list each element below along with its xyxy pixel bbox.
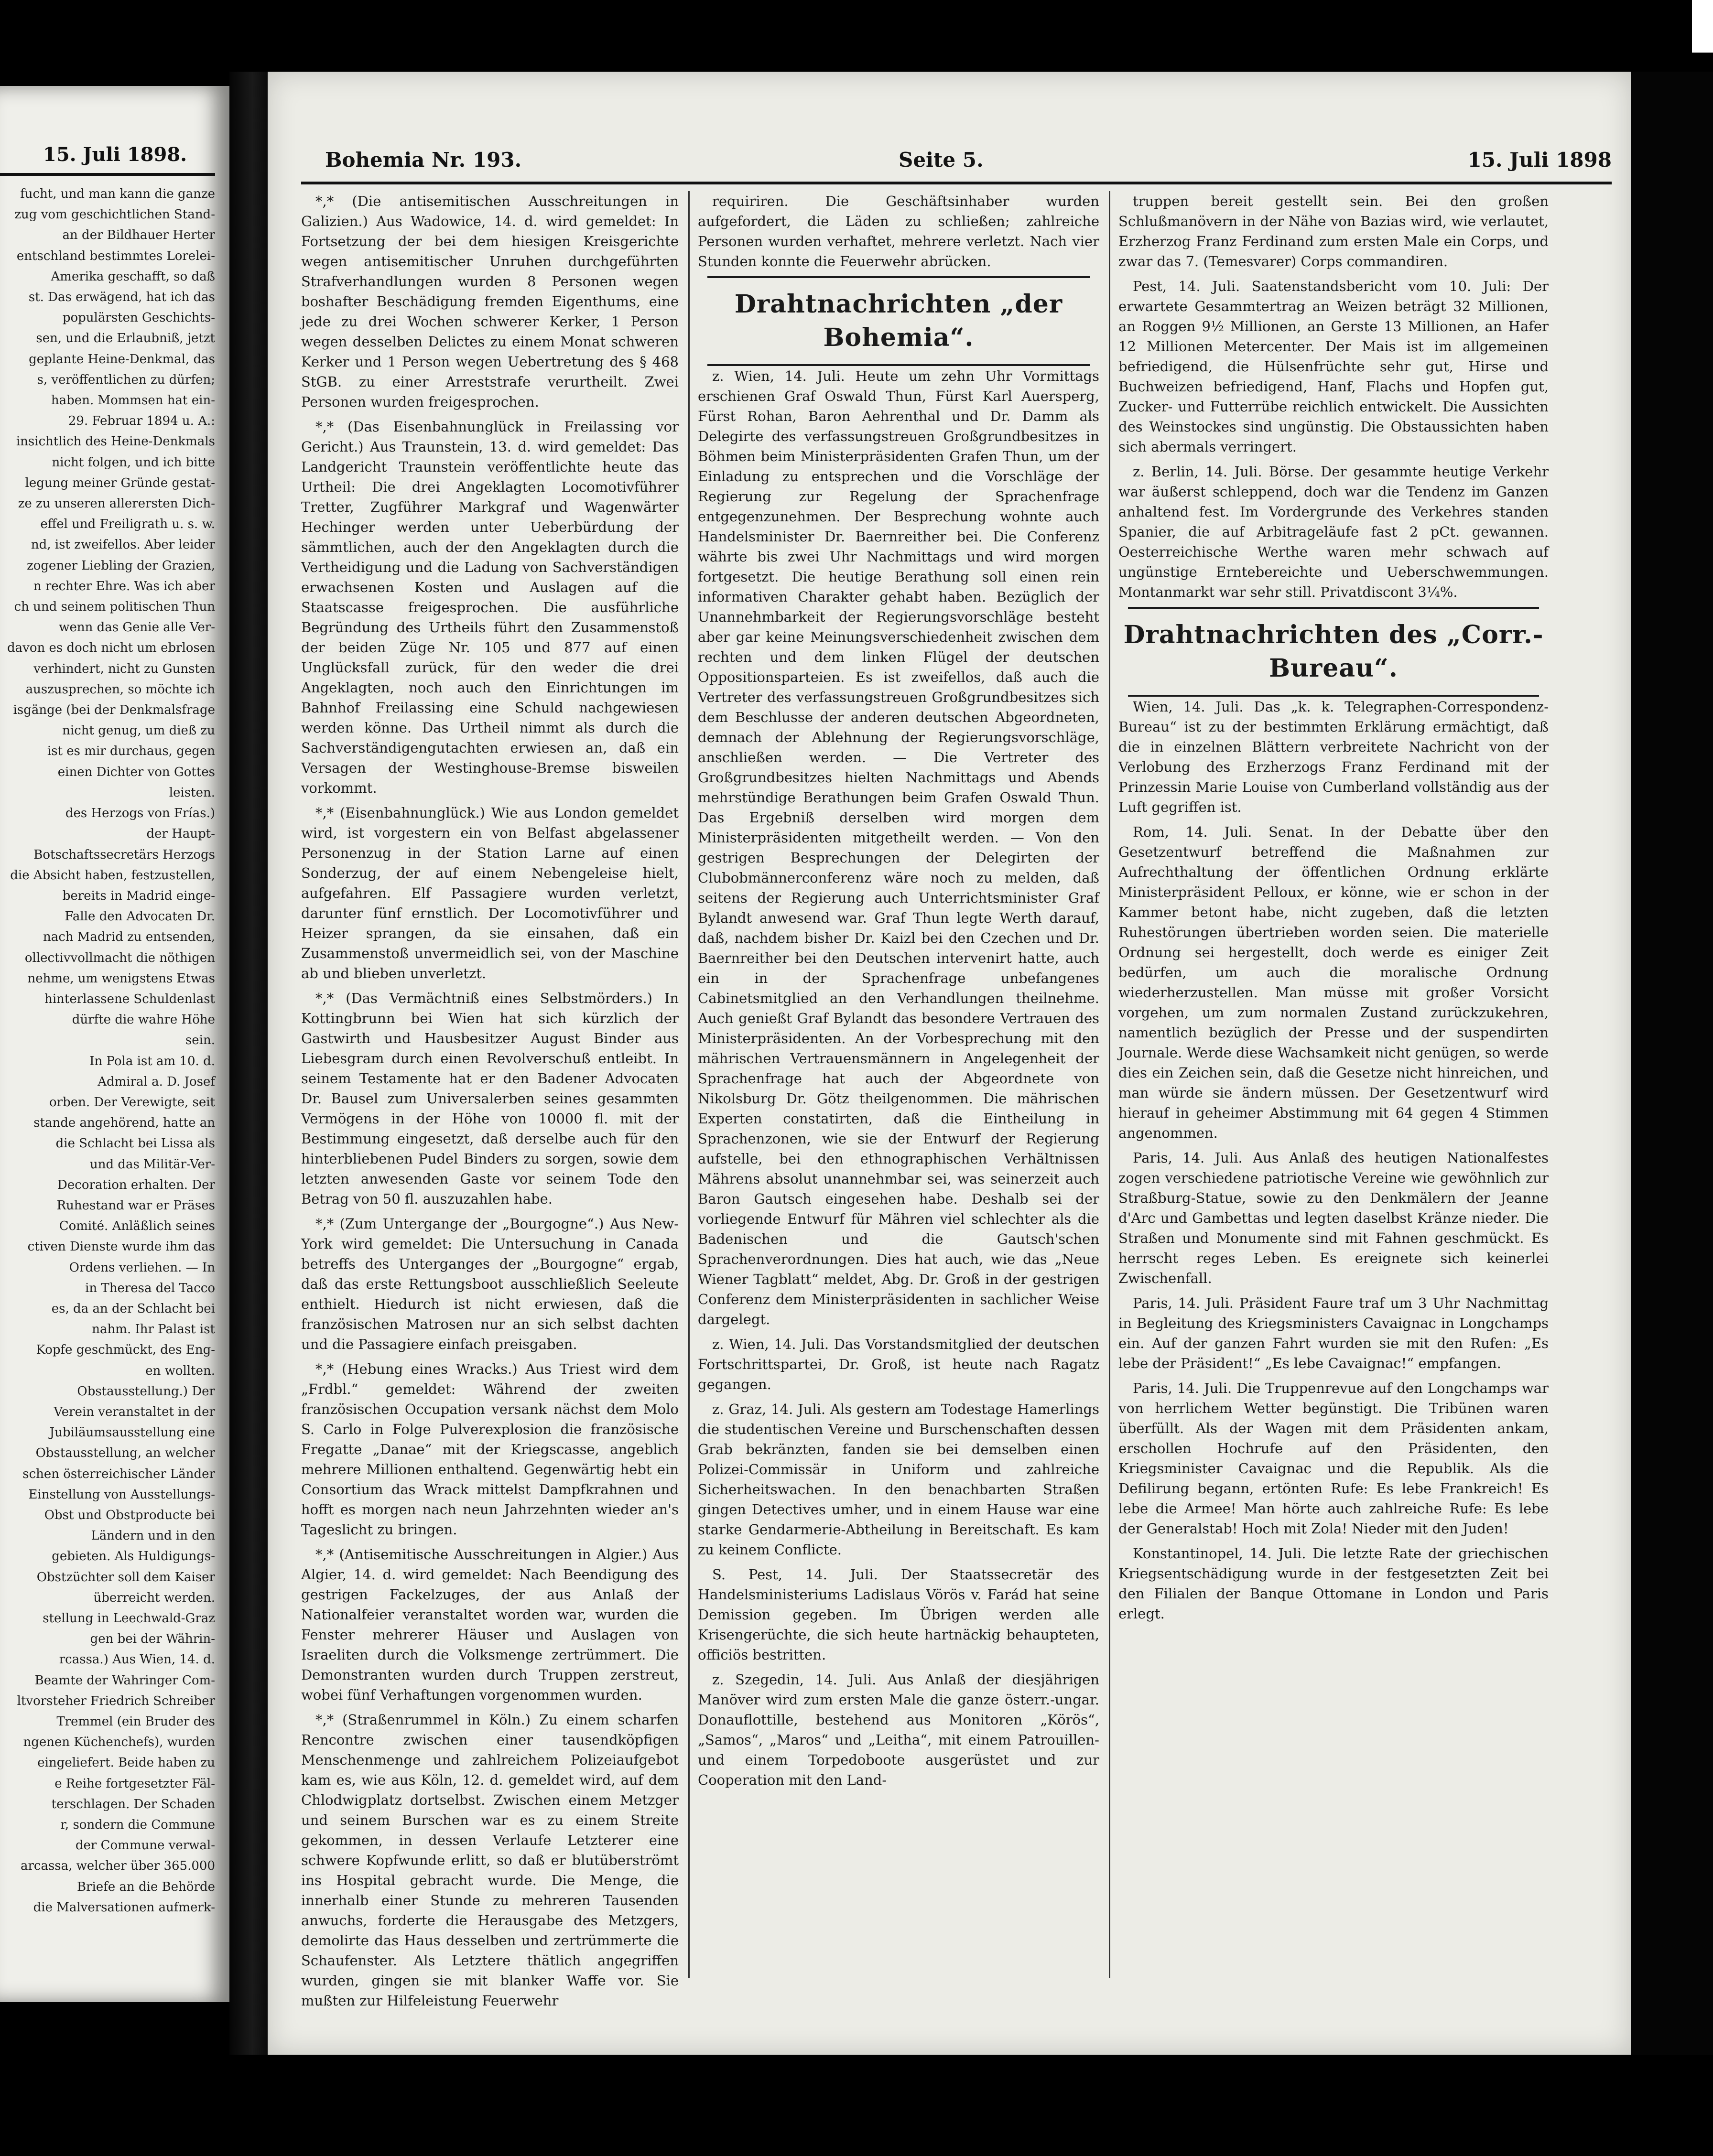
previous-page-line: arcassa, welcher über 365.000: [20, 1859, 215, 1874]
column-2: [698, 191, 1099, 1993]
telegram-paragraph: Paris, 14. Juli. Aus Anlaß des heutigen Nationalfestes zogen verschiedene patriotische Vereine wie gewöhnlich zur Straßburg-Statue, sowie zu den Denkmälern der Jeanne d'Arc und Gambettas und legten daselbst Kränze nieder. Die Straßen und Monumente sind mit Fahnen geschmückt. Es herrscht reges Leben. Es ereignete sich keinerlei Zwischenfall.: [1118, 1150, 1549, 1286]
column-3: [1118, 191, 1549, 1993]
previous-page-line: dürfte die wahre Höhe: [72, 1013, 215, 1027]
previous-page-line: s, veröffentlichen zu dürfen;: [37, 372, 215, 387]
header-rule: [301, 182, 1612, 184]
article-paragraph: *,* (Die antisemitischen Ausschreitungen in Galizien.) Aus Wadowice, 14. d. wird gemeldet: In Fortsetzung der bei dem hiesigen Kreisgerichte wegen antisemitischer Unruhen durchgeführten Strafverhandlungen wurden 8 Personen wegen boshafter Beschädigung fremden Eigenthums, eine jede zu drei Wochen schwerer Kerker, 1 Person wegen desselben Delictes zu einem Monat schweren Kerker und 1 Person wegen Uebertretung des § 468 StGB. zu einer Arreststrafe verurtheilt. Zwei Personen wurden freigesprochen.: [301, 193, 679, 410]
previous-page-line: e Reihe fortgesetzter Fäl-: [54, 1776, 215, 1791]
article-paragraph: *,* (Antisemitische Ausschreitungen in Algier.) Aus Algier, 14. d. wird gemeldet: Nach Beendigung des gestrigen Fackelzuges, der aus Anlaß der Nationalfeier veranstaltet worden war, wurden die Fenster mehrerer Häuser und Auslagen von Israeliten durch die Volksmenge zertrümmert. Die Demonstranten wurden durch Truppen zerstreut, wobei fünf Verhaftungen vorgenommen wurden.: [301, 1546, 679, 1703]
article-paragraph: *,* (Zum Untergange der „Bourgogne“.) Aus New-York wird gemeldet: Die Untersuchung in Canada betreffs des Unterganges der „Bourgogne“ ergab, daß das erste Rettungsboot ausschließlich Seeleute enthielt. Hiedurch ist nicht erwiesen, daß die französischen Matrosen nur an sich selbst dachten und die Passagiere einfach preisgaben.: [301, 1216, 679, 1352]
previous-page-line: stellung in Leechwald-Graz: [43, 1611, 215, 1626]
previous-page-line: Ruhestand war er Präses: [56, 1198, 215, 1213]
previous-page-line: populärsten Geschichts-: [62, 311, 215, 325]
telegram-paragraph: z. Szegedin, 14. Juli. Aus Anlaß der diesjährigen Manöver wird zum ersten Male die ganze österr.-ungar. Donauflottille, bestehend aus Monitoren „Körös“, „Samos“, „Maros“ und „Leitha“, mit einem Patrouillen- und einem Torpedoboote ausgerüstet und zur Cooperation mit den Land-: [698, 1671, 1099, 1788]
previous-page-line: rcassa.) Aus Wien, 14. d.: [59, 1652, 215, 1667]
corr-bureau-body: [1118, 697, 1549, 1624]
article-paragraph: *,* (Hebung eines Wracks.) Aus Triest wird dem „Frdbl.“ gemeldet: Während der zweiten französischen Occupation versank nächst dem Molo S. Carlo in Folge Pulverexplosion die französische Fregatte „Danae“ mit der Kriegscasse, angeblich mehrere Millionen enthaltend. Gegenwärtig hebt ein Consortium das Wrack mittelst Dampfkrahnen und hofft es morgen nach neun Jahrzehnten wieder an's Tageslicht zu bringen.: [301, 1361, 679, 1538]
previous-page-line: an der Bildhauer Herter: [62, 228, 215, 243]
corr-bureau-heading: Drahtnachrichten des „Corr.-Bureau“.: [1123, 620, 1544, 683]
previous-page-line: Obst und Obstproducte bei: [44, 1508, 215, 1522]
previous-page-line: und das Militär-Ver-: [90, 1157, 215, 1172]
previous-page-line: die Malversationen aufmerk-: [33, 1900, 215, 1915]
column-3-intro: truppen bereit gestellt sein. Bei den großen Schlußmanövern in der Nähe von Bazias wird, wie verlautet, Erzherzog Franz Ferdinand zum ersten Male ein Corps, und zwar das 7. (Temesvarer) Corps commandiren.: [1118, 193, 1549, 270]
telegram-paragraph: Paris, 14. Juli. Präsident Faure traf um 3 Uhr Nachmittag in Begleitung des Kriegsministers Cavaignac in Longchamps ein. Auf der ganzen Fahrt wurden sie mit den Rufen: „Es lebe der Präsident!“ „Es lebe Cavaignac!“ empfangen.: [1118, 1295, 1549, 1371]
newspaper-page: [268, 72, 1631, 2055]
previous-page-line: eingeliefert. Beide haben zu: [37, 1756, 215, 1770]
previous-page-line: wenn das Genie alle Ver-: [59, 620, 215, 635]
previous-page-line: überreicht werden.: [93, 1590, 215, 1605]
telegram-paragraph: z. Graz, 14. Juli. Als gestern am Todestage Hamerlings die studentischen Vereine und Burschenschaften dessen Grab bekränzten, fanden sie bei demselben einen Polizei-Commissär in Uniform und zahlreiche Sicherheitswachen. In den benachbarten Straßen gingen Detectives umher, und in einem Hause war eine starke Gendarmerie-Abtheilung in Bereitschaft. Es kam zu keinem Conflicte.: [698, 1401, 1099, 1558]
previous-page-line: die Absicht haben, festzustellen,: [10, 868, 215, 883]
previous-page-line: isgänge (bei der Denkmalsfrage: [13, 703, 215, 718]
issue-date: 15. Juli 1898: [1467, 148, 1612, 172]
previous-page-line: legung meiner Gründe gestat-: [25, 475, 215, 490]
previous-page-line: Falle den Advocaten Dr.: [65, 909, 215, 924]
previous-page: [0, 86, 229, 2002]
previous-page-line: insichtlich des Heine-Denkmals: [16, 434, 215, 449]
previous-page-line: ctiven Dienste wurde ihm das: [27, 1240, 215, 1254]
previous-page-line: Einstellung von Ausstellungs-: [28, 1487, 215, 1502]
column-divider-1: [688, 191, 690, 1978]
previous-page-line: 29. Februar 1894 u. A.:: [68, 414, 215, 429]
previous-page-line: verhindert, nicht zu Gunsten: [33, 661, 215, 676]
previous-page-line: gen bei der Währin-: [90, 1632, 215, 1647]
telegram-paragraph: Wien, 14. Juli. Das „k. k. Telegraphen-Correspondenz-Bureau“ ist zu der bestimmten Erklärung ermächtigt, daß die in einzelnen Blättern verbreitete Nachricht von der Verlobung des Erzherzogs Franz Ferdinand mit der Prinzessin Marie Louise von Cumberland vollständig aus der Luft gegriffen ist.: [1118, 699, 1549, 815]
telegram-paragraph: Rom, 14. Juli. Senat. In der Debatte über den Gesetzentwurf betreffend die Maßnahmen zur Aufrechthaltung der öffentlichen Ordnung erklärte Ministerpräsident Pelloux, er könne, wie er schon in der Kammer betont habe, nicht zugeben, daß die letzten Ruhestörungen übertrieben worden seien. Die materielle Ordnung sei hergestellt, doch werde es einiger Zeit bedürfen, um auch die moralische Ordnung wiederherzustellen. Man müsse mit großer Vorsicht vorgehen, um zum normalen Zustand zurückzukehren, namentlich bezüglich der Presse und der suspendirten Journale. Werde diese Wachsamkeit nicht genügen, so werde dies ein Zeichen sein, daß die Gesetze nicht hinreichen, und man würde sie ändern müssen. Der Gesetzentwurf wird hierauf in geheimer Abstimmung mit 64 gegen 4 Stimmen angenommen.: [1118, 824, 1549, 1141]
article-paragraph: *,* (Das Eisenbahnunglück in Freilassing vor Gericht.) Aus Traunstein, 13. d. wird gemeldet: Das Landgericht Traunstein veröffentlichte heute das Urtheil: Die drei Angeklagten Locomotivführer Tretter, Zugführer Markgraf und Wagenwärter Hechinger werden unter Ueberbürdung der sämmtlichen, auch der den Angeklagten durch die Vertheidigung und die Ladung von Sachverständigen erwachsenen Kosten und Auslagen auf die Staatscasse freigesprochen. Die ausführliche Begründung des Urtheils führt den Zusammenstoß der beiden Züge Nr. 105 und 877 auf einen Unglücksfall zurück, für den weder die drei Angeklagten, noch auch den Einrichtungen im Bahnhof Freilassing eine Schuld nachgewiesen werden könne. Das Urtheil nimmt als durch die Sachverständigengutachten erwiesen an, daß ein Versagen der Westinghouse-Bremse bisweilen vorkommt.: [301, 419, 679, 796]
previous-page-line: einen Dichter von Gottes: [57, 765, 215, 779]
article-paragraph: *,* (Eisenbahnunglück.) Wie aus London gemeldet wird, ist vorgestern ein von Belfast abgelassener Personenzug in der Station Larne auf einen Sonderzug, der auf einem Nebengeleise hielt, aufgefahren. Elf Passagiere wurden verletzt, darunter fünf ernstlich. Der Locomotivführer und Heizer sprangen, da sie einsahen, daß ein Zusammenstoß unvermeidlich sei, von der Maschine ab und blieben unverletzt.: [301, 805, 679, 981]
column-2-intro: requiriren. Die Geschäftsinhaber wurden aufgefordert, die Läden zu schließen; zahlreiche Personen wurden verhaftet, mehrere verletzt. Nach vier Stunden konnte die Feuerwehr abrücken.: [698, 193, 1099, 270]
previous-page-line: nehme, um wenigstens Etwas: [27, 971, 215, 986]
page-number: Seite 5.: [899, 148, 984, 172]
previous-page-line: Obstzüchter soll dem Kaiser: [36, 1570, 215, 1585]
previous-page-line: gebieten. Als Huldigungs-: [52, 1549, 215, 1564]
previous-page-line: Beamte der Wahringer Com-: [34, 1673, 215, 1688]
telegram-paragraph: Konstantinopel, 14. Juli. Die letzte Rate der griechischen Kriegsentschädigung wurde in der festgesetzten Zeit bei den Filialen der Banque Ottomane in London und Paris erlegt.: [1118, 1545, 1549, 1622]
previous-page-line: nicht genug, um dieß zu: [62, 723, 215, 738]
market-reports: [1118, 276, 1549, 602]
telegram-paragraph: Paris, 14. Juli. Die Truppenrevue auf den Longchamps war von herrlichem Wetter begünstigt. Die Tribünen waren überfüllt. Als der Wagen mit dem Präsidenten ankam, erschollen Hochrufe auf den Präsidenten, den Kriegsminister Cavaignac und die Republik. Als die Defilirung begann, ertönten Rufe: Es lebe Frankreich! Es lebe die Armee! Man hörte auch zahlreiche Rufe: Es lebe der Generalstab! Hoch mit Zola! Nieder mit den Juden!: [1118, 1380, 1549, 1537]
previous-page-line: st. Das erwägend, hat ich das: [28, 290, 215, 305]
previous-page-line: ist es mir durchaus, gegen: [47, 744, 215, 759]
previous-page-line: Obstausstellung, an welcher: [35, 1446, 215, 1461]
previous-page-line: ngenen Küchenchefs), wurden: [23, 1735, 215, 1750]
previous-page-line: Amerika geschafft, so daß: [51, 269, 215, 284]
previous-page-line: Tremmel (ein Bruder des: [56, 1714, 215, 1729]
previous-page-line: fucht, und man kann die ganze: [20, 187, 215, 201]
previous-page-line: Decoration erhalten. Der: [57, 1177, 215, 1192]
previous-page-line: der Commune verwal-: [75, 1838, 215, 1853]
previous-page-line: geplante Heine-Denkmal, das: [29, 352, 215, 367]
heading-rule-top: [1128, 607, 1539, 609]
issue-number: Bohemia Nr. 193.: [325, 148, 522, 172]
scan-corner: [1692, 0, 1713, 53]
heading-rule-top: [707, 276, 1090, 278]
previous-page-line: stande angehörend, hatte an: [33, 1116, 215, 1131]
previous-page-line: terschlagen. Der Schaden: [51, 1797, 215, 1811]
previous-page-line: Comité. Anläßlich seines: [59, 1219, 215, 1234]
previous-page-line: nd, ist zweifellos. Aber leider: [31, 538, 215, 552]
previous-page-rule: [0, 173, 215, 176]
previous-page-line: schen österreichischer Länder: [22, 1466, 215, 1481]
previous-page-line: Admiral a. D. Josef: [98, 1074, 215, 1089]
previous-page-line: zogener Liebling der Grazien,: [27, 558, 215, 573]
telegram-paragraph: z. Wien, 14. Juli. Heute um zehn Uhr Vormittags erschienen Graf Oswald Thun, Fürst Karl Auersperg, Fürst Rohan, Baron Aehrenthal und Dr. Damm als Delegirte des verfassungstreuen Großgrundbesitzes in Böhmen beim Ministerpräsidenten Grafen Thun, um der Einladung zu entsprechen und die Vorschläge der Regierung zur Regelung der Sprachenfrage entgegenzunehmen. Der Besprechung wohnte auch Handelsminister Dr. Baernreither bei. Die Conferenz währte bis zwei Uhr Nachmittags und wird morgen fortgesetzt. Die heutige Berathung soll einen rein informativen Charakter gehabt haben. Bezüglich der Unannehmbarkeit der Regierungsvorschläge besteht aber gar keine Meinungsverschiedenheit zwischen dem rechten und dem linken Flügel der deutschen Oppositionsparteien. Es ist zweifellos, daß auch die Vertreter des verfassungstreuen Großgrundbesitzes sich dem Beschlusse der anderen deutschen Abgeordneten, demnach der Ablehnung der Regierungsvorschläge, anschließen werden. — Die Vertreter des Großgrundbesitzes hielten Nachmittags und Abends mehrstündige Berathungen beim Grafen Oswald Thun. Das Ergebniß derselben wird morgen dem Ministerpräsidenten mitgetheilt werden. — Von den gestrigen Besprechungen der Delegirten der Clubobmännerconferenz wäre noch zu melden, daß seitens der Regierung auch Unterrichtsminister Graf Bylandt anwesend war. Graf Thun legte Werth darauf, daß, nachdem bisher Dr. Kaizl bei den Czechen und Dr. Baernreither bei den Deutschen intervenirt hatte, auch ein in der Sprachenfrage unbefangenes Cabinetsmitglied an den Verhandlungen theilnehme. Auch genießt Graf Bylandt das besondere Vertrauen des Ministerpräsidenten. An der Vorbesprechung mit den mährischen Vertrauensmännern in Angelegenheit der Sprachenfrage hat auch der Abgeordnete von Nikolsburg Dr. Götz theilgenommen. Die mährischen Experten constatirten, daß die Eintheilung in Sprachenzonen, wie sie der Entwurf der Regierung aufstelle, bei den ethnographischen Verhältnissen Mährens absolut unannehmbar sei, was seinerzeit auch Baron Gautsch eingesehen habe. Deshalb sei der vorliegende Entwurf für Mähren viel schlechter als die Badenischen und die Gautsch'schen Sprachenverordnungen. Dies hat auch, wie das „Neue Wiener Tagblatt“ meldet, Abg. Dr. Groß in der gestrigen Conferenz dem Ministerpräsidenten in sachlicher Weise dargelegt.: [698, 368, 1099, 1327]
previous-page-line: des Herzogs von Frías.): [65, 806, 215, 821]
previous-page-line: nicht folgen, und ich bitte: [52, 455, 215, 470]
previous-page-line: Obstausstellung.) Der: [77, 1384, 215, 1399]
previous-page-line: ch und seinem politischen Thun: [14, 600, 215, 614]
previous-page-line: leisten.: [169, 785, 215, 800]
previous-page-line: ze zu unseren allerersten Dich-: [18, 496, 215, 511]
previous-page-line: Ländern und in den: [91, 1529, 215, 1543]
book-gutter: [229, 72, 268, 2055]
column-1: [301, 191, 679, 2009]
scan-border: [1631, 72, 1713, 2055]
previous-page-line: sen, und die Erlaubniß, jetzt: [36, 331, 215, 346]
previous-page-line: es, da an der Schlacht bei: [51, 1301, 215, 1316]
previous-page-line: sein.: [185, 1033, 215, 1048]
telegram-paragraph: S. Pest, 14. Juli. Der Staatssecretär des Handelsministeriums Ladislaus Vörös v. Farád hat seine Demission gegeben. Im Übrigen werden alle Krisengerüchte, die sich heute hartnäckig behaupteten, officiös bestritten.: [698, 1566, 1099, 1663]
bohemia-telegrams-heading: Drahtnachrichten „der Bohemia“.: [734, 290, 1063, 352]
previous-page-line: entschland bestimmtes Lorelei-: [16, 248, 215, 263]
previous-page-line: Botschaftssecretärs Herzogs: [33, 847, 215, 862]
article-paragraph: *,* (Das Vermächtniß eines Selbstmörders.) In Kottingbrunn bei Wien hat sich kürzlich der Gastwirth und Hausbesitzer August Binder aus Liebesgram durch einen Revolverschuß entleibt. In seinem Testamente hat er den Badener Advocaten Dr. Bausel zum Universalerben seines gesammten Vermögens in der Höhe von 10000 fl. mit der Bestimmung eingesetzt, daß derselbe auch für den hinterbliebenen Pudel Binders zu sorgen, sowie dem letzten anwesenden Gaste vor seinem Tode den Betrag von 50 fl. auszuzahlen habe.: [301, 990, 679, 1207]
report-paragraph: z. Berlin, 14. Juli. Börse. Der gesammte heutige Verkehr war äußerst schleppend, doch war die Tendenz im Ganzen anhaltend fest. Im Vordergrunde des Verkehres standen Spanier, die auf Arbitrageläufe fast 2 pCt. gewannen. Oesterreichische Werthe waren mehr schwach auf ungünstige Erntebereichte und Ueberschwemmungen. Montanmarkt war sehr still. Privatdiscont 3¼%.: [1118, 464, 1549, 600]
previous-page-line: bereits in Madrid einge-: [62, 888, 215, 903]
previous-page-line: Ordens verliehen. — In: [69, 1260, 215, 1275]
previous-page-line: davon es doch nicht um ebrlosen: [7, 641, 215, 656]
previous-page-line: zug vom geschichtlichen Stand-: [14, 207, 215, 222]
report-paragraph: Pest, 14. Juli. Saatenstandsbericht vom 10. Juli: Der erwartete Gesammtertrag an Weizen beträgt 32 Millionen, an Roggen 9½ Millionen, an Gerste 13 Millionen, an Hafer 12 Millionen Metercenter. Der Mais ist im allgemeinen befriedigend, die Hülsenfrüchte sehr gut, Hirse und Buchweizen befriedigend, Hanf, Flachs und Hopfen gut, Zucker- und Futterrübe reichlich entwickelt. Die Aussichten des Weinstockes sind ungünstig. Die Obstaussichten haben sich abermals verringert.: [1118, 278, 1549, 455]
telegram-paragraph: z. Wien, 14. Juli. Das Vorstandsmitglied der deutschen Fortschrittspartei, Dr. Groß, ist heute nach Ragatz gegangen.: [698, 1336, 1099, 1392]
previous-page-line: die Schlacht bei Lissa als: [55, 1136, 215, 1151]
previous-page-line: r, sondern die Commune: [60, 1818, 215, 1833]
previous-page-line: Verein veranstaltet in der: [54, 1404, 215, 1419]
previous-page-line: der Haupt-: [146, 827, 215, 841]
previous-page-line: Kopfe geschmückt, des Eng-: [36, 1343, 215, 1358]
bohemia-telegrams-body: [698, 366, 1099, 1790]
previous-page-date: 15. Juli 1898.: [43, 143, 187, 166]
previous-page-line: ollectivvollmacht die nöthigen: [24, 950, 215, 965]
previous-page-line: Briefe an die Behörde: [77, 1879, 215, 1894]
previous-page-line: In Pola ist am 10. d.: [89, 1054, 215, 1068]
page-header: [268, 72, 1631, 182]
previous-page-line: ltvorsteher Friedrich Schreiber: [17, 1693, 215, 1708]
previous-page-line: nahm. Ihr Palast ist: [92, 1322, 215, 1337]
previous-page-line: orben. Der Verewigte, seit: [49, 1095, 215, 1110]
column-divider-2: [1109, 191, 1110, 1978]
previous-page-line: in Theresa del Tacco: [85, 1281, 215, 1295]
previous-page-line: en wollten.: [145, 1363, 215, 1378]
previous-page-line: n rechter Ehre. Was ich aber: [33, 579, 215, 593]
previous-page-line: effel und Freiligrath u. s. w.: [40, 517, 215, 532]
previous-page-line: Jubiläumsausstellung eine: [49, 1425, 215, 1440]
previous-page-line: haben. Mommsen hat ein-: [51, 393, 215, 408]
previous-page-column: [0, 184, 215, 1990]
previous-page-line: nach Madrid zu entsenden,: [43, 930, 215, 945]
previous-page-line: hinterlassene Schuldenlast: [44, 992, 215, 1006]
previous-page-line: auszusprechen, so möchte ich: [25, 682, 215, 697]
article-paragraph: *,* (Straßenrummel in Köln.) Zu einem scharfen Rencontre zwischen einer tausendköpfigen Menschenmenge und zahlreichem Polizeiaufgebot kam es, wie aus Köln, 12. d. gemeldet wird, auf dem Chlodwigplatz dortselbst. Zwischen einem Metzger und seinem Burschen war es zu einem Streite gekommen, in dessen Verlaufe Letzterer eine schwere Kopfwunde erlitt, so daß er blutüberströmt ins Hospital gebracht wurde. Die Menge, die innerhalb einer Stunde zu mehreren Tausenden anwuchs, forderte die Herausgabe des Metzgers, demolirte das Haus desselben und zertrümmerte die Schaufenster. Als Letztere thätlich angegriffen wurden, gingen sie mit blanker Waffe vor. Sie mußten zur Hilfeleistung Feuerwehr: [301, 1712, 679, 2009]
